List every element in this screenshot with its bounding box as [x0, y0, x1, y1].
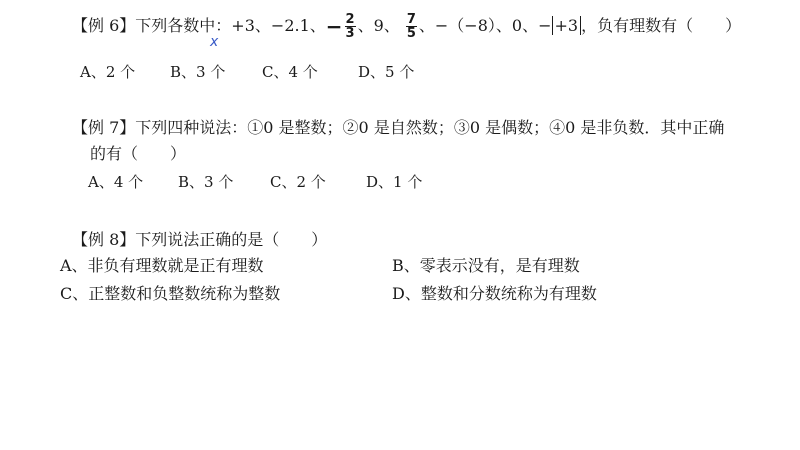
absolute-value-plus-3: +3	[552, 16, 582, 35]
number-0: 0	[511, 16, 523, 35]
fraction-denominator: 5	[406, 26, 416, 41]
question-8-option-a[interactable]: A、非负有理数就是正有理数	[60, 256, 264, 275]
separator: 、	[418, 16, 435, 35]
fraction-seven-fifths	[406, 14, 417, 39]
question-7-line-1: 下列四种说法：①0 是整数；②0 是自然数；③0 是偶数；④0 是非负数．其中正确	[135, 118, 725, 137]
question-8-stem	[72, 230, 327, 250]
question-8-label: 【例 8】	[72, 230, 136, 249]
number-plus-3: +3	[231, 16, 255, 35]
number-minus-2-1: −2.1	[270, 16, 310, 35]
question-6-tail: ，负有理数有（ ）	[581, 16, 742, 35]
separator: 、	[522, 16, 539, 35]
question-7-label: 【例 7】	[72, 118, 136, 137]
separator: 、	[383, 16, 400, 35]
number-9: 9	[373, 16, 384, 35]
fraction-numerator: 7	[406, 12, 416, 27]
question-7-stem-continued	[90, 144, 186, 164]
question-6-prompt: 下列各数中：	[135, 16, 232, 35]
question-7-stem	[72, 118, 724, 138]
separator: 、	[495, 16, 512, 35]
separator: 、	[309, 16, 326, 35]
question-6-option-d[interactable]: D、5 个	[358, 63, 415, 81]
separator: 、	[357, 16, 374, 35]
separator: 、	[254, 16, 271, 35]
question-6-label: 【例 6】	[72, 16, 136, 35]
question-7-line-2: 的有（ ）	[90, 144, 187, 163]
question-8-option-b[interactable]: B、零表示没有，是有理数	[392, 256, 580, 275]
question-7-option-d[interactable]: D、1 个	[366, 173, 423, 191]
fraction-numerator: 2	[345, 12, 355, 27]
question-8-option-d[interactable]: D、整数和分数统称为有理数	[392, 284, 597, 303]
negative-sign: −	[325, 14, 343, 39]
fraction-two-thirds	[345, 14, 356, 39]
question-7-option-b[interactable]: B、3 个	[178, 173, 234, 191]
question-7-option-c[interactable]: C、2 个	[270, 173, 326, 191]
question-8-option-c[interactable]: C、正整数和负整数统称为整数	[60, 284, 281, 303]
number-minus-minus-8: −（−8）	[434, 16, 496, 35]
fraction-denominator: 3	[345, 26, 355, 41]
question-6-option-a[interactable]: A、2 个	[80, 63, 136, 81]
abs-prefix: −	[538, 16, 552, 35]
question-8-prompt: 下列说法正确的是（ ）	[135, 230, 328, 249]
question-6-option-b[interactable]: B、3 个	[170, 63, 226, 81]
handwritten-x-mark: x	[210, 34, 219, 50]
question-7-option-a[interactable]: A、4 个	[88, 173, 144, 191]
question-6-option-c[interactable]: C、4 个	[262, 63, 318, 81]
question-6-stem	[72, 14, 741, 39]
